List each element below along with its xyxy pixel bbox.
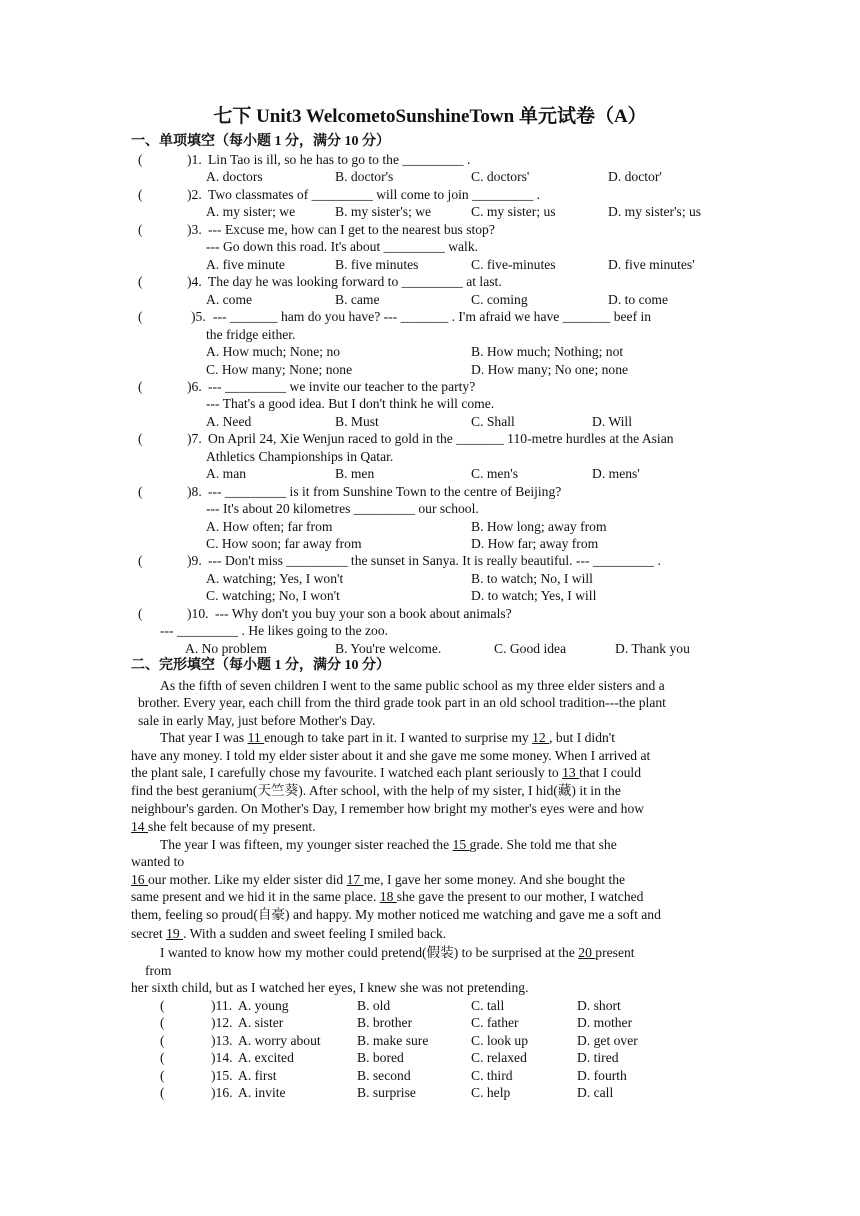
option-c: C. father	[471, 1015, 519, 1030]
passage-line	[131, 818, 316, 835]
option-d: D. short	[577, 998, 621, 1013]
section-1-heading: 一、单项填空（每小题 1 分，满分 10 分）	[131, 134, 390, 149]
option-b: B. bored	[357, 1050, 404, 1065]
passage-line: from	[145, 963, 172, 978]
passage-text: I wanted to know how my mother could pretend(假装) to be surprised at the	[160, 945, 579, 960]
option-d: D. Will	[592, 414, 632, 429]
option-b: B. You're welcome.	[335, 641, 442, 656]
blank-12: 12	[532, 730, 550, 745]
question-stem-line-2: Athletics Championships in Qatar.	[206, 449, 394, 464]
question-number: )15.	[211, 1068, 233, 1083]
question-stem: --- Excuse me, how can I get to the nearest bus stop?	[208, 222, 495, 237]
option-a: A. Need	[206, 414, 252, 429]
question-number: )11.	[211, 998, 233, 1013]
answer-paren: (	[160, 1015, 165, 1030]
passage-line	[131, 925, 446, 942]
option-b: B. doctor's	[335, 169, 394, 184]
passage-line	[131, 871, 625, 888]
answer-paren: (	[138, 431, 143, 446]
passage-text: that I could	[579, 765, 641, 780]
option-a: A. No problem	[185, 641, 267, 656]
passage-text: enough to take part in it. I wanted to surprise my	[264, 730, 533, 745]
passage-line: them, feeling so proud(自豪) and happy. My mother noticed me watching and gave me a soft and	[131, 907, 661, 922]
option-d: D. tired	[577, 1050, 619, 1065]
option-b: B. Must	[335, 414, 379, 429]
question-stem-line-2: --- That's a good idea. But I don't think he will come.	[206, 396, 495, 411]
option-d: D. How many; No one; none	[471, 362, 629, 377]
passage-line	[160, 729, 615, 746]
passage-text: secret	[131, 926, 167, 941]
question-stem: --- _________ is it from Sunshine Town to the centre of Beijing?	[208, 484, 562, 499]
option-c: C. tall	[471, 998, 505, 1013]
question-stem: --- Why don't you buy your son a book about animals?	[215, 606, 512, 621]
option-b: B. men	[335, 466, 375, 481]
option-c: C. doctors'	[471, 169, 530, 184]
option-a: A. sister	[238, 1015, 284, 1030]
question-number: )2.	[187, 187, 202, 202]
passage-text: . With a sudden and sweet feeling I smiled back.	[183, 926, 447, 941]
question-stem: The day he was looking forward to _________ at last.	[208, 274, 502, 289]
option-c: C. look up	[471, 1033, 529, 1048]
passage-line: have any money. I told my elder sister about it and she gave me some money. When I arrived at	[131, 748, 651, 763]
option-d: D. mother	[577, 1015, 633, 1030]
page-title: 七下 Unit3 WelcometoSunshineTown 单元试卷（A）	[213, 106, 647, 127]
option-a: A. How often; far from	[206, 519, 333, 534]
option-d: D. mens'	[592, 466, 640, 481]
question-stem: --- _______ ham do you have? --- _______ . I'm afraid we have _______ beef in	[213, 309, 652, 324]
question-number: )1.	[187, 152, 202, 167]
option-a: A. come	[206, 292, 253, 307]
option-c: C. Shall	[471, 414, 515, 429]
option-d: D. my sister's; us	[608, 204, 702, 219]
option-b: B. surprise	[357, 1085, 416, 1100]
answer-paren: (	[138, 379, 143, 394]
option-a: A. How much; None; no	[206, 344, 341, 359]
passage-line	[131, 888, 643, 905]
passage-text: That year I was	[160, 730, 248, 745]
option-b: B. old	[357, 998, 391, 1013]
question-stem-line-2: the fridge either.	[206, 327, 296, 342]
option-a: A. my sister; we	[206, 204, 296, 219]
answer-paren: (	[160, 1050, 165, 1065]
option-b: B. second	[357, 1068, 411, 1083]
option-c: C. relaxed	[471, 1050, 527, 1065]
question-stem: --- _________ we invite our teacher to the party?	[208, 379, 476, 394]
blank-15: 15	[452, 837, 470, 852]
answer-paren: (	[138, 274, 143, 289]
passage-text: the plant sale, I carefully chose my favourite. I watched each plant seriously to	[131, 765, 563, 780]
option-d: D. How far; away from	[471, 536, 599, 551]
option-b: B. make sure	[357, 1033, 429, 1048]
option-c: C. How many; None; none	[206, 362, 353, 377]
option-c: C. coming	[471, 292, 528, 307]
option-d: D. fourth	[577, 1068, 627, 1083]
question-number: )9.	[187, 553, 202, 568]
question-number: )8.	[187, 484, 202, 499]
option-c: C. five-minutes	[471, 257, 556, 272]
question-number: )12.	[211, 1015, 233, 1030]
option-c: C. men's	[471, 466, 519, 481]
option-b: B. brother	[357, 1015, 413, 1030]
option-d: D. five minutes'	[608, 257, 695, 272]
option-d: D. to watch; Yes, I will	[471, 588, 597, 603]
question-number: )14.	[211, 1050, 233, 1065]
passage-text: me, I gave her some money. And she bought the	[363, 872, 626, 887]
answer-paren: (	[160, 1068, 165, 1083]
option-d: D. Thank you	[615, 641, 690, 656]
option-d: D. to come	[608, 292, 669, 307]
answer-paren: (	[138, 222, 143, 237]
blank-17: 17	[346, 872, 364, 887]
question-stem: Lin Tao is ill, so he has to go to the _________ .	[208, 152, 471, 167]
answer-paren: (	[138, 187, 143, 202]
question-stem: --- Don't miss _________ the sunset in Sanya. It is really beautiful. --- _________ .	[208, 553, 661, 568]
option-b: B. How much; Nothing; not	[471, 344, 624, 359]
question-stem-line-2: --- Go down this road. It's about _________ walk.	[206, 239, 479, 254]
passage-text: she gave the present to our mother, I watched	[396, 889, 644, 904]
question-stem-line-2: --- It's about 20 kilometres _________ our school.	[206, 501, 479, 516]
question-number: )16.	[211, 1085, 233, 1100]
question-stem: Two classmates of _________ will come to join _________ .	[208, 187, 541, 202]
passage-line	[160, 836, 617, 853]
option-a: A. man	[206, 466, 247, 481]
question-number: )10.	[187, 606, 209, 621]
option-b: B. How long; away from	[471, 519, 607, 534]
option-a: A. watching; Yes, I won't	[206, 571, 344, 586]
option-c: C. watching; No, I won't	[206, 588, 340, 603]
blank-19: 19	[166, 926, 184, 941]
passage-line: As the fifth of seven children I went to the same public school as my three elder sisters and a	[160, 678, 665, 693]
blank-11: 11	[247, 730, 265, 745]
passage-line	[131, 764, 641, 781]
passage-line: brother. Every year, each chill from the third grade took part in an old school tradition---the plant	[138, 695, 666, 710]
option-a: A. five minute	[206, 257, 285, 272]
question-number: )5.	[191, 309, 206, 324]
passage-text: , but I didn't	[549, 730, 616, 745]
passage-line	[160, 944, 635, 961]
option-b: B. came	[335, 292, 380, 307]
passage-line: sale in early May, just before Mother's Day.	[138, 713, 376, 728]
question-number: )4.	[187, 274, 202, 289]
option-d: D. get over	[577, 1033, 638, 1048]
option-a: A. first	[238, 1068, 277, 1083]
option-a: A. young	[238, 998, 289, 1013]
passage-text: The year I was fifteen, my younger sister reached the	[160, 837, 453, 852]
option-b: B. to watch; No, I will	[471, 571, 593, 586]
answer-paren: (	[160, 998, 165, 1013]
option-c: C. help	[471, 1085, 511, 1100]
question-number: )13.	[211, 1033, 233, 1048]
passage-text: present	[595, 945, 635, 960]
passage-text: our mother. Like my elder sister did	[148, 872, 347, 887]
option-c: C. Good idea	[494, 641, 567, 656]
answer-paren: (	[138, 484, 143, 499]
question-number: )7.	[187, 431, 202, 446]
answer-paren: (	[138, 152, 143, 167]
question-number: )6.	[187, 379, 202, 394]
answer-paren: (	[138, 309, 143, 324]
option-a: A. excited	[238, 1050, 294, 1065]
blank-16: 16	[131, 872, 148, 887]
option-a: A. invite	[238, 1085, 286, 1100]
passage-line: her sixth child, but as I watched her eyes, I knew she was not pretending.	[131, 980, 529, 995]
option-b: B. five minutes	[335, 257, 419, 272]
section-2-heading: 二、完形填空（每小题 1 分，满分 10 分）	[131, 658, 390, 673]
blank-20: 20	[578, 945, 596, 960]
option-a: A. worry about	[238, 1033, 321, 1048]
passage-text: she felt because of my present.	[148, 819, 316, 834]
option-c: C. How soon; far away from	[206, 536, 362, 551]
blank-18: 18	[379, 889, 397, 904]
answer-paren: (	[160, 1033, 165, 1048]
passage-text: same present and we hid it in the same place.	[131, 889, 380, 904]
passage-line: find the best geranium(天竺葵). After school, with the help of my sister, I hid(藏) it in the	[131, 783, 621, 798]
question-number: )3.	[187, 222, 202, 237]
answer-paren: (	[138, 606, 143, 621]
option-d: D. doctor'	[608, 169, 662, 184]
option-b: B. my sister's; we	[335, 204, 432, 219]
question-stem: On April 24, Xie Wenjun raced to gold in the _______ 110-metre hurdles at the Asian	[208, 431, 674, 446]
passage-line: wanted to	[131, 854, 185, 869]
passage-text: grade. She told me that she	[469, 837, 617, 852]
answer-paren: (	[138, 553, 143, 568]
option-d: D. call	[577, 1085, 614, 1100]
option-c: C. third	[471, 1068, 513, 1083]
option-c: C. my sister; us	[471, 204, 556, 219]
passage-line: neighbour's garden. On Mother's Day, I remember how bright my mother's eyes were and how	[131, 801, 645, 816]
blank-14: 14	[131, 819, 148, 834]
answer-paren: (	[160, 1085, 165, 1100]
blank-13: 13	[562, 765, 580, 780]
question-stem-line-2: --- _________ . He likes going to the zoo.	[160, 623, 389, 638]
option-a: A. doctors	[206, 169, 263, 184]
